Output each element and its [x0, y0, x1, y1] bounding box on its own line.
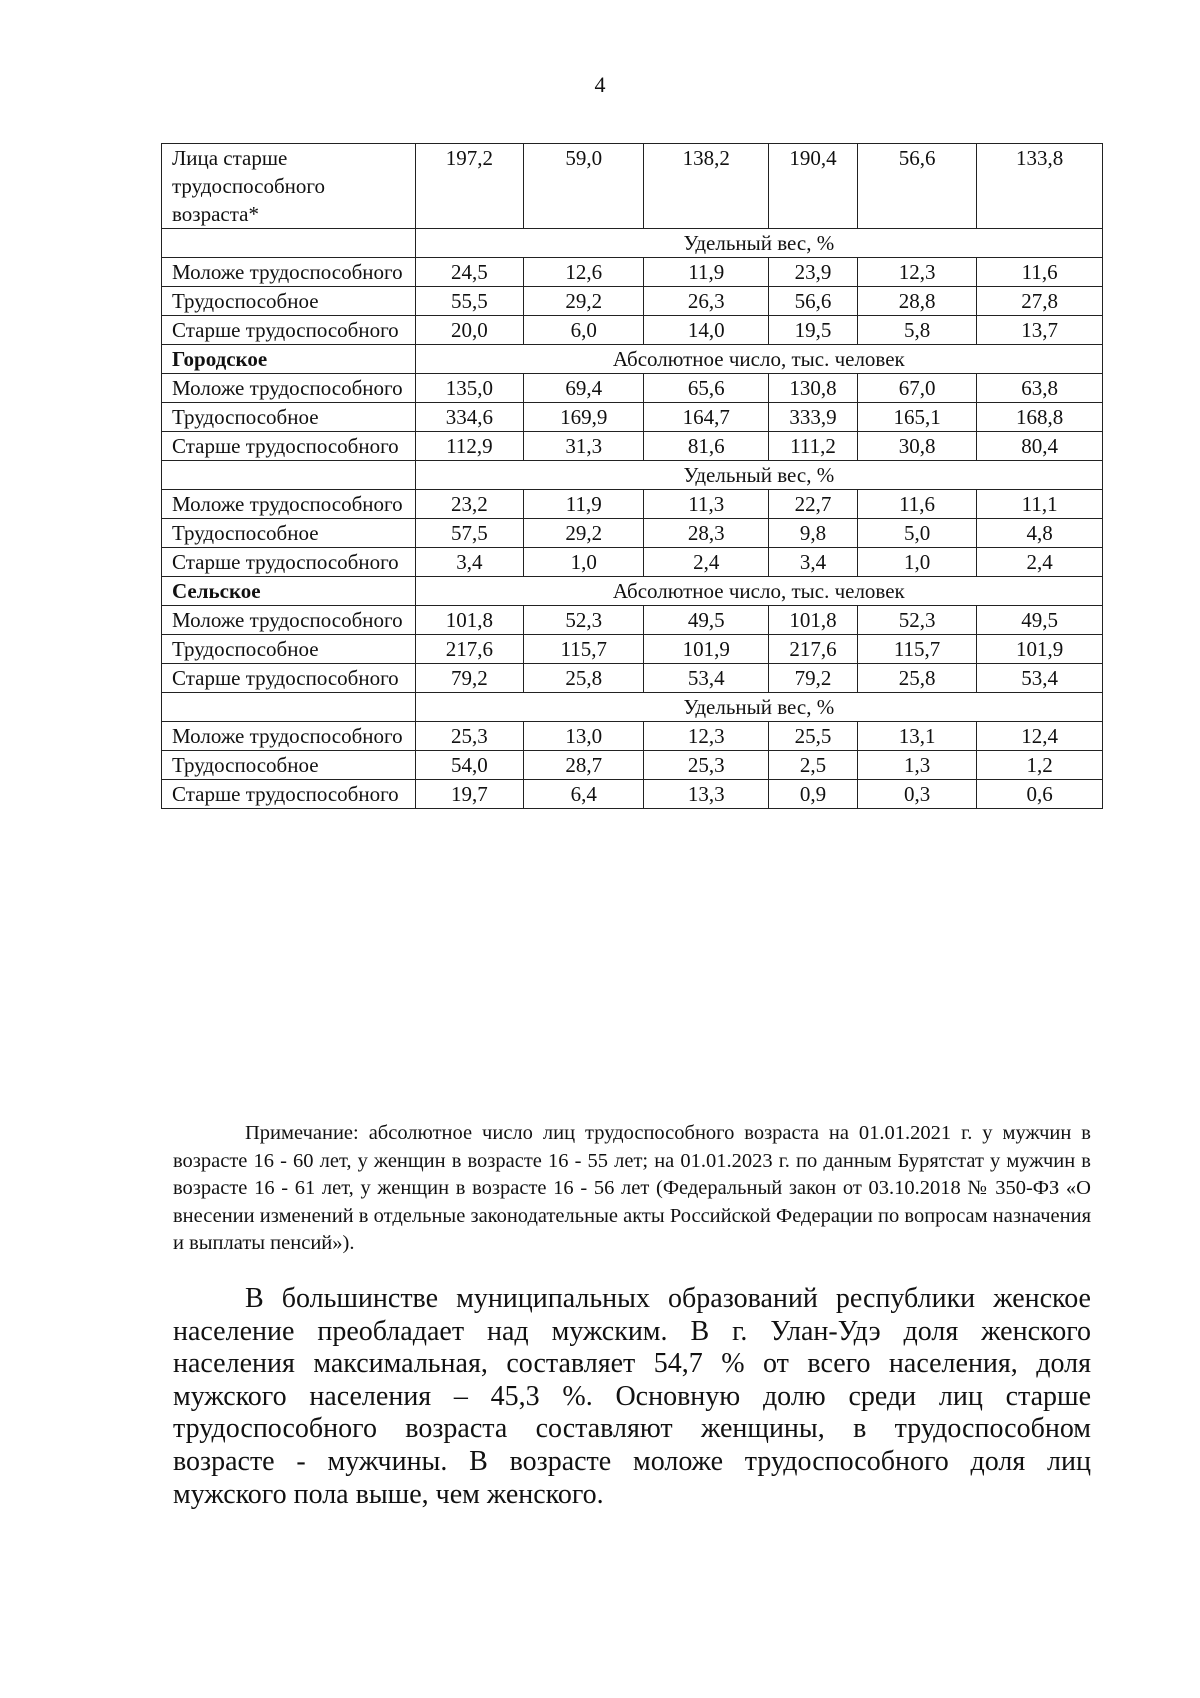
row-label: Трудоспособное — [162, 751, 416, 780]
table-cell: 5,8 — [857, 316, 976, 345]
row-label: Моложе трудоспособного — [162, 490, 416, 519]
table-row — [162, 490, 1103, 519]
table-cell: 4,8 — [977, 519, 1103, 548]
table-row — [162, 635, 1103, 664]
table-row — [162, 664, 1103, 693]
table-cell: 20,0 — [415, 316, 523, 345]
row-label: Моложе трудоспособного — [162, 258, 416, 287]
table-cell: 28,7 — [524, 751, 644, 780]
table-row — [162, 693, 1103, 722]
table-cell: 138,2 — [644, 144, 769, 229]
table-cell: 133,8 — [977, 144, 1103, 229]
table-cell: 1,0 — [857, 548, 976, 577]
table-cell: 52,3 — [857, 606, 976, 635]
table-row — [162, 461, 1103, 490]
table-cell: 11,9 — [524, 490, 644, 519]
table-cell: 28,8 — [857, 287, 976, 316]
table-cell: 11,3 — [644, 490, 769, 519]
table-cell: 11,6 — [977, 258, 1103, 287]
table-cell: 169,9 — [524, 403, 644, 432]
table-cell: 79,2 — [769, 664, 858, 693]
table-cell: 3,4 — [769, 548, 858, 577]
table-cell: 13,1 — [857, 722, 976, 751]
table-cell: 23,2 — [415, 490, 523, 519]
table-cell: 2,4 — [644, 548, 769, 577]
table-cell: 2,4 — [977, 548, 1103, 577]
section-heading: Абсолютное число, тыс. человек — [415, 577, 1102, 606]
table-cell: 101,8 — [415, 606, 523, 635]
row-label: Старше трудоспособного — [162, 316, 416, 345]
row-label: Моложе трудоспособного — [162, 606, 416, 635]
table-row — [162, 577, 1103, 606]
table-note: Примечание: абсолютное число лиц трудоспособного возраста на 01.01.2021 г. у мужчин в возрасте 16 - 60 лет, у женщин в возрасте 16 - 55 лет; на 01.01.2023 г. по данным Бурятстат у мужчин в возрасте 16 - 61 лет, у женщин в возрасте 16 - 56 лет (Федеральный закон от 03.10.2018 № 350-ФЗ «О внесении изменений в отдельные законодательные акты Российской Федерации по вопросам назначения и выплаты пенсий»). — [173, 1122, 1091, 1254]
table-cell: 168,8 — [977, 403, 1103, 432]
table-row — [162, 432, 1103, 461]
table-cell: 28,3 — [644, 519, 769, 548]
subheading-cell: Удельный вес, % — [415, 461, 1102, 490]
row-label: Старше трудоспособного — [162, 432, 416, 461]
table-cell: 24,5 — [415, 258, 523, 287]
section-label: Городское — [162, 345, 416, 374]
table-cell: 81,6 — [644, 432, 769, 461]
table-cell: 101,9 — [977, 635, 1103, 664]
table-cell: 112,9 — [415, 432, 523, 461]
table-cell: 164,7 — [644, 403, 769, 432]
table-cell: 49,5 — [977, 606, 1103, 635]
table-cell: 0,6 — [977, 780, 1103, 809]
table-cell: 80,4 — [977, 432, 1103, 461]
row-label: Трудоспособное — [162, 519, 416, 548]
row-label: Старше трудоспособного — [162, 780, 416, 809]
table-cell: 26,3 — [644, 287, 769, 316]
row-label: Трудоспособное — [162, 635, 416, 664]
table-cell: 25,3 — [644, 751, 769, 780]
table-cell: 53,4 — [644, 664, 769, 693]
table-cell: 0,3 — [857, 780, 976, 809]
table-cell: 69,4 — [524, 374, 644, 403]
table-cell: 12,3 — [644, 722, 769, 751]
table-cell: 79,2 — [415, 664, 523, 693]
table-cell: 13,0 — [524, 722, 644, 751]
table-cell: 12,4 — [977, 722, 1103, 751]
table-cell: 334,6 — [415, 403, 523, 432]
table-cell: 111,2 — [769, 432, 858, 461]
table-row — [162, 374, 1103, 403]
row-label — [162, 229, 416, 258]
table-cell: 30,8 — [857, 432, 976, 461]
row-label: Моложе трудоспособного — [162, 722, 416, 751]
table-cell: 1,3 — [857, 751, 976, 780]
table-row — [162, 606, 1103, 635]
table-cell: 25,8 — [857, 664, 976, 693]
table-cell: 22,7 — [769, 490, 858, 519]
table-cell: 54,0 — [415, 751, 523, 780]
table-cell: 12,3 — [857, 258, 976, 287]
subheading-cell: Удельный вес, % — [415, 693, 1102, 722]
table-cell: 115,7 — [524, 635, 644, 664]
table-cell: 217,6 — [415, 635, 523, 664]
table-row — [162, 403, 1103, 432]
table-cell: 197,2 — [415, 144, 523, 229]
table-cell: 25,8 — [524, 664, 644, 693]
table-cell: 333,9 — [769, 403, 858, 432]
table-cell: 11,6 — [857, 490, 976, 519]
table-cell: 63,8 — [977, 374, 1103, 403]
table-cell: 190,4 — [769, 144, 858, 229]
table-cell: 1,0 — [524, 548, 644, 577]
table-cell: 23,9 — [769, 258, 858, 287]
body-paragraph: В большинстве муниципальных образований республики женское население преобладает над мужским. В г. Улан-Удэ доля женского населения максимальная, составляет 54,7 % от всего населения, доля мужского населения – 45,3 %. Основную долю среди лиц старше трудоспособного возраста составляют женщины, в трудоспособном возрасте - мужчины. В возрасте моложе трудоспособного доля лиц мужского пола выше, чем женского. — [173, 1283, 1091, 1510]
table-cell: 65,6 — [644, 374, 769, 403]
table-cell: 165,1 — [857, 403, 976, 432]
table-cell: 11,1 — [977, 490, 1103, 519]
table-cell: 101,9 — [644, 635, 769, 664]
table-cell: 6,4 — [524, 780, 644, 809]
table-cell: 13,3 — [644, 780, 769, 809]
table-row — [162, 722, 1103, 751]
table-cell: 19,5 — [769, 316, 858, 345]
table-cell: 25,5 — [769, 722, 858, 751]
row-label: Лица старше трудоспособного возраста* — [162, 144, 416, 229]
table-cell: 31,3 — [524, 432, 644, 461]
subheading-cell: Удельный вес, % — [415, 229, 1102, 258]
table-cell: 49,5 — [644, 606, 769, 635]
table-cell: 0,9 — [769, 780, 858, 809]
table-cell: 11,9 — [644, 258, 769, 287]
table-row — [162, 258, 1103, 287]
table-cell: 13,7 — [977, 316, 1103, 345]
row-label — [162, 693, 416, 722]
population-table — [161, 143, 1103, 809]
table-row — [162, 548, 1103, 577]
table-row — [162, 780, 1103, 809]
table-cell: 12,6 — [524, 258, 644, 287]
row-label — [162, 461, 416, 490]
table-cell: 59,0 — [524, 144, 644, 229]
table-cell: 3,4 — [415, 548, 523, 577]
row-label: Моложе трудоспособного — [162, 374, 416, 403]
table-cell: 217,6 — [769, 635, 858, 664]
table-cell: 19,7 — [415, 780, 523, 809]
section-label: Сельское — [162, 577, 416, 606]
table-cell: 2,5 — [769, 751, 858, 780]
page-number: 4 — [594, 72, 606, 97]
row-label: Старше трудоспособного — [162, 548, 416, 577]
table-cell: 53,4 — [977, 664, 1103, 693]
table-cell: 55,5 — [415, 287, 523, 316]
table-cell: 1,2 — [977, 751, 1103, 780]
table-row — [162, 287, 1103, 316]
table-cell: 25,3 — [415, 722, 523, 751]
table-cell: 56,6 — [769, 287, 858, 316]
table-row — [162, 144, 1103, 229]
table-row — [162, 345, 1103, 374]
table-cell: 135,0 — [415, 374, 523, 403]
table-cell: 29,2 — [524, 287, 644, 316]
table-cell: 101,8 — [769, 606, 858, 635]
row-label: Старше трудоспособного — [162, 664, 416, 693]
table-cell: 6,0 — [524, 316, 644, 345]
row-label: Трудоспособное — [162, 403, 416, 432]
table-row — [162, 229, 1103, 258]
table-cell: 67,0 — [857, 374, 976, 403]
table-cell: 14,0 — [644, 316, 769, 345]
table-cell: 9,8 — [769, 519, 858, 548]
section-heading: Абсолютное число, тыс. человек — [415, 345, 1102, 374]
table-row — [162, 316, 1103, 345]
table-cell: 27,8 — [977, 287, 1103, 316]
table-cell: 115,7 — [857, 635, 976, 664]
table-cell: 29,2 — [524, 519, 644, 548]
table-cell: 5,0 — [857, 519, 976, 548]
table-cell: 52,3 — [524, 606, 644, 635]
table-cell: 56,6 — [857, 144, 976, 229]
table-cell: 57,5 — [415, 519, 523, 548]
table-cell: 130,8 — [769, 374, 858, 403]
table-row — [162, 751, 1103, 780]
row-label: Трудоспособное — [162, 287, 416, 316]
table-row — [162, 519, 1103, 548]
